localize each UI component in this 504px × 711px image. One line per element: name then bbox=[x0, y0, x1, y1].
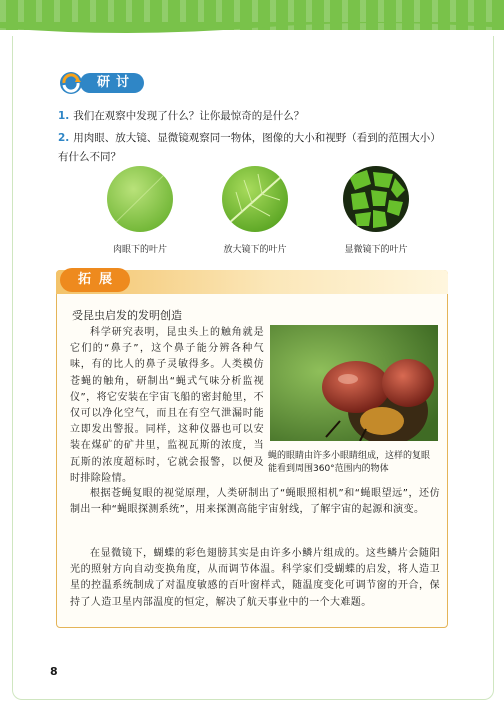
leaf-caption-magnifier: 放大镜下的叶片 bbox=[223, 245, 287, 255]
swirl-icon bbox=[58, 71, 86, 95]
question-text: 我们在观察中发现了什么？让你最惊奇的是什么？ bbox=[73, 110, 305, 122]
discuss-question-1 bbox=[58, 107, 448, 126]
extension-paragraph-1: 科学研究表明，昆虫头上的触角就是它们的“鼻子”，这个鼻子能分辨各种气味，有的比人的鼻子灵敏得多。人类模仿苍蝇的触角，研制出“蝇式气味分析监视仪”，将它安装在宇宙飞船的密封舱里，不仅可以净化空气，而且在有空气泄漏时能立即发出警报。同样，这种仪器也可以安装在煤矿的矿井里，监视瓦斯的浓度，当瓦斯的浓度超标时，它就会报警，以便及时排除险情。 bbox=[70, 327, 264, 484]
question-number: 2. bbox=[58, 132, 70, 144]
discuss-question-2 bbox=[58, 129, 448, 167]
extension-paragraph-3: 在显微镜下，蝴蝶的彩色翅膀其实是由许多小鳞片组成的。这些鳞片会随阳光的照射方向自动变换角度，从而调节体温。科学家们受蝴蝶的启发，将人造卫星的控温系统制成了对温度敏感的百叶窗样式，随温度变化可调节窗的开合，保持了人造卫星内部温度的恒定，解决了航天事业中的一个大难题。 bbox=[70, 548, 440, 608]
leaf-microscope-image bbox=[343, 166, 409, 232]
extension-tag-label: 拓展 bbox=[60, 268, 130, 292]
leaf-magnifier-image bbox=[222, 166, 288, 232]
discuss-tag-label: 研讨 bbox=[80, 73, 144, 93]
extension-title: 受昆虫启发的发明创造 bbox=[72, 309, 182, 322]
discuss-section-tag bbox=[58, 71, 146, 95]
question-text: 用肉眼、放大镜、显微镜观察同一物体，图像的大小和视野（看到的范围大小）有什么不同？ bbox=[58, 132, 441, 163]
fly-compound-eye-photo bbox=[270, 325, 438, 441]
extension-paragraph-2: 根据苍蝇复眼的视觉原理，人类研制出了“蝇眼照相机”和“蝇眼望远”，还仿制出一种“蝇眼探测系统”，用来探测高能宇宙射线，了解宇宙的起源和演变。 bbox=[70, 488, 440, 516]
leaf-caption-naked-eye: 肉眼下的叶片 bbox=[112, 245, 167, 255]
question-number: 1. bbox=[58, 110, 70, 122]
leaf-caption-microscope: 显微镜下的叶片 bbox=[344, 245, 408, 255]
page-number: 8 bbox=[50, 665, 58, 678]
leaf-naked-eye-image bbox=[107, 166, 173, 232]
photo-caption: 蝇的眼睛由许多小眼睛组成，这样的复眼能看到周围360°范围内的物体 bbox=[268, 451, 431, 474]
